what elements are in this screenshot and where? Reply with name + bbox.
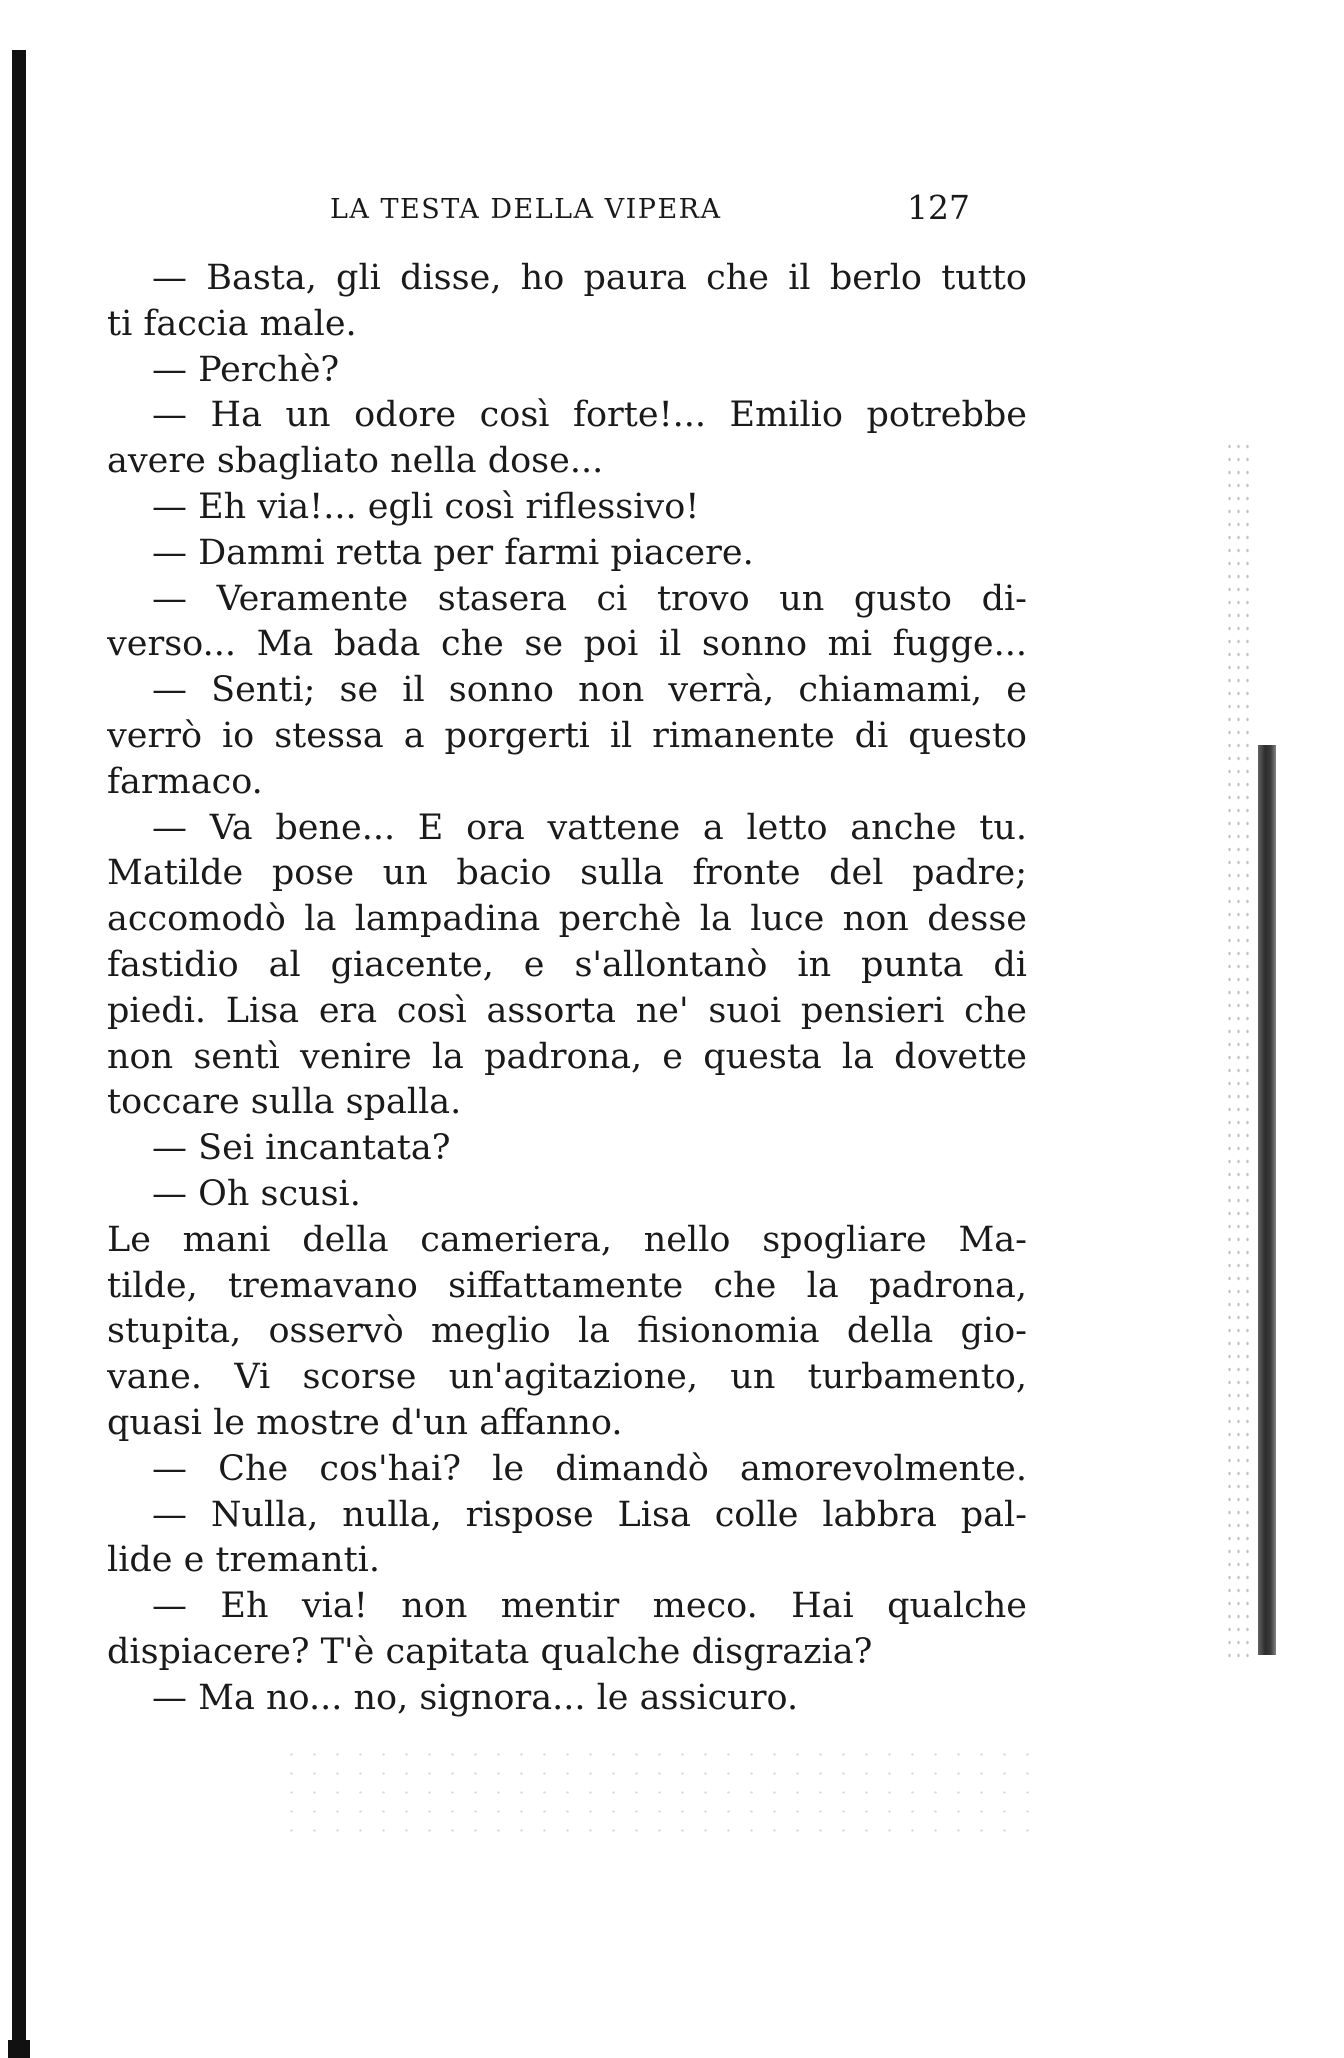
text-line: tilde, tremavano siffattamente che la padrona, [107, 1265, 1027, 1306]
text-line: — Ma no... no, signora... le assicuro. [152, 1677, 799, 1718]
text-line: — Eh via!... egli così riflessivo! [152, 486, 700, 527]
text-line: — Eh via! non mentir meco. Hai qualche [152, 1586, 1027, 1627]
running-header [330, 188, 970, 230]
text-line: accomodò la lampadina perchè la luce non desse [107, 899, 1027, 940]
text-line: lide e tremanti. [107, 1540, 380, 1581]
binding-edge [12, 50, 26, 2050]
page-number: 127 [907, 188, 970, 227]
text-line: verso... Ma bada che se poi il sonno mi fugge... [107, 624, 1027, 665]
gutter-speckle [1225, 440, 1255, 1660]
text-line: — Va bene... E ora vattene a letto anche tu. [152, 807, 1027, 848]
text-line: dispiacere? T'è capitata qualche disgrazia? [107, 1631, 873, 1672]
text-line: — Perchè? [152, 349, 340, 390]
text-line: — Dammi retta per farmi piacere. [152, 532, 754, 573]
text-line: verrò io stessa a porgerti il rimanente di questo [107, 715, 1027, 756]
text-line: — Che cos'hai? le dimandò amorevolmente. [152, 1448, 1027, 1489]
binding-edge-foot [8, 2040, 30, 2058]
text-line: fastidio al giacente, e s'allontanò in punta di [107, 944, 1027, 985]
text-line: avere sbagliato nella dose... [107, 441, 604, 482]
text-line: — Oh scusi. [152, 1173, 361, 1214]
text-line: quasi le mostre d'un affanno. [107, 1402, 623, 1443]
text-line: Matilde pose un bacio sulla fronte del padre; [107, 853, 1027, 894]
text-line: vane. Vi scorse un'agitazione, un turbamento, [107, 1357, 1027, 1398]
text-line: Le mani della cameriera, nello spogliare Ma- [107, 1219, 1027, 1260]
text-line: — Nulla, nulla, rispose Lisa colle labbra pal- [152, 1494, 1027, 1535]
body-text [107, 256, 1027, 1722]
text-line: farmaco. [107, 761, 263, 802]
text-line: — Sei incantata? [152, 1128, 451, 1169]
text-line: non sentì venire la padrona, e questa la dovette [107, 1036, 1027, 1077]
text-line: ti faccia male. [107, 303, 357, 344]
text-line: — Ha un odore così forte!... Emilio potrebbe [152, 395, 1027, 436]
gutter-shadow [1258, 745, 1276, 1655]
text-line: toccare sulla spalla. [107, 1082, 462, 1123]
text-line: — Veramente stasera ci trovo un gusto di- [152, 578, 1027, 619]
text-line: — Basta, gli disse, ho paura che il berlo tutto [152, 258, 1027, 298]
text-line: piedi. Lisa era così assorta ne' suoi pensieri che [107, 990, 1027, 1031]
running-title: LA TESTA DELLA VIPERA [330, 194, 722, 225]
text-line: — Senti; se il sonno non verrà, chiamami, e [152, 670, 1027, 711]
text-line: stupita, osservò meglio la fisionomia della gio- [107, 1311, 1027, 1352]
print-speckle [280, 1745, 1040, 1835]
